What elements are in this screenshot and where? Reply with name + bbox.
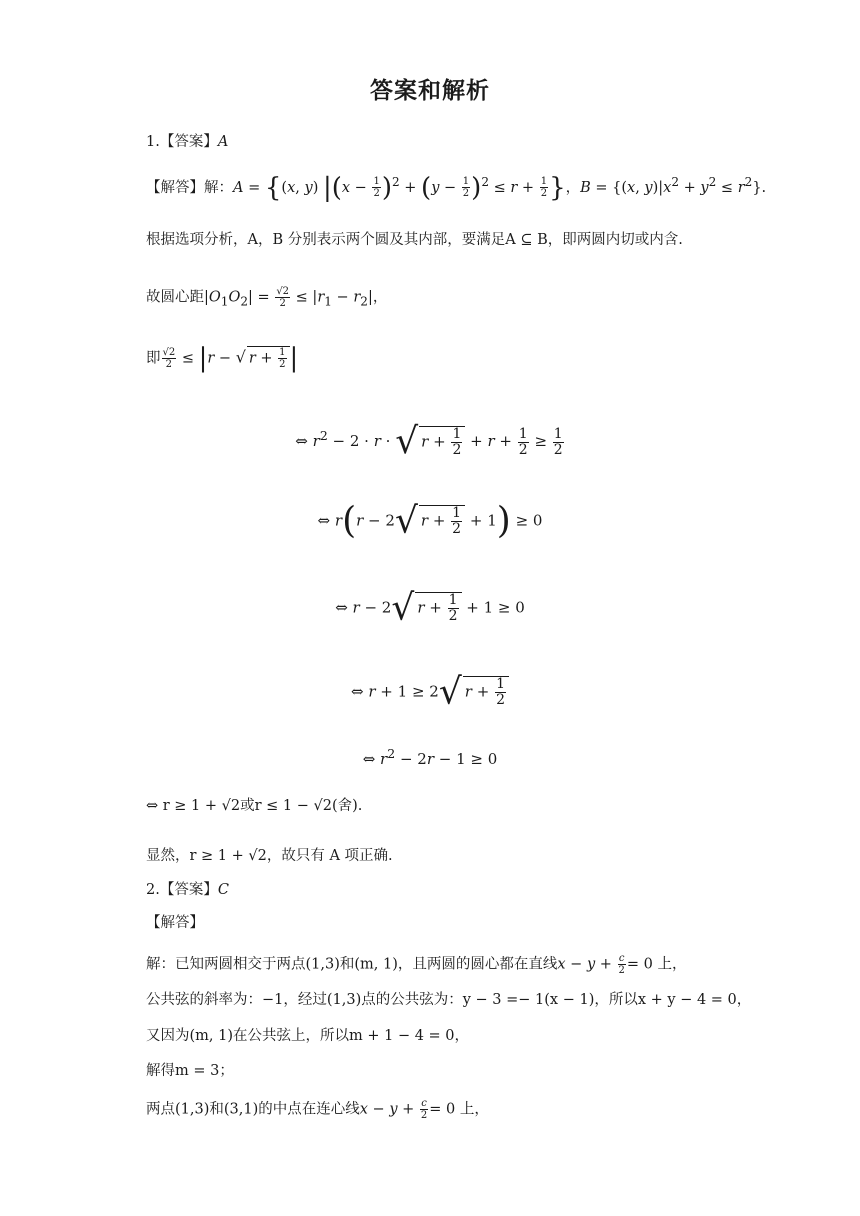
q1-conclusion-2: 显然，r ≥ 1 + √2，故只有 A 项正确. <box>146 848 393 864</box>
q1-answer-line <box>146 132 228 152</box>
q1-conclusion-1: ⇔ r ≥ 1 + √2或r ≤ 1 − √2(舍). <box>146 798 363 814</box>
q1-step-3: ⇔ r − 2√ r + $\frac{1}{2}$ + 1 ≥ 0 <box>335 587 525 629</box>
q1-distance-prefix: 故圆心距 <box>146 289 204 306</box>
q2-line5-suffix: = 0 上， <box>429 1101 489 1118</box>
q1-step-5: ⇔ $r^2 - 2r - 1 \ge 0$ <box>362 746 498 768</box>
q1-step-4: ⇔ r + 1 ≥ 2√ r + $\frac{1}{2}$ <box>0 676 860 708</box>
q1-jieda-head: 【解答】解： <box>146 179 233 196</box>
q2-line-1: 解：已知两圆相交于两点(1,3)和(m, 1)，且两圆的圆心都在直线x − y + $\frac{c}{2}$ = 0 上， <box>146 953 687 976</box>
q1-step-2: ⇔ r(r − 2√ r + $\frac{1}{2}$ + 1) ≥ 0 <box>317 500 543 542</box>
q2-line-5: 两点(1,3)和(3,1)的中点在连心线x − y + $\frac{c}{2}$ = 0 上， <box>146 1098 489 1121</box>
page-title: 答案和解析 <box>370 78 490 104</box>
q1-inequality-line: 即 $\frac{√2}{2}$ ≤ |r − √ r + $\frac{1}{2}$ | <box>146 343 299 374</box>
q2-answer-head: 2.【答案】 <box>146 882 218 898</box>
q2-jieda-head: 【解答】 <box>146 915 204 931</box>
q2-line-3: 又因为(m, 1)在公共弦上，所以m + 1 − 4 = 0， <box>146 1028 470 1044</box>
q1-set-definition: 【解答】解：A = {(x, y) |(x − $\frac{1}{2}$ )$^2$ + (y − $\frac{1}{2}$ )$^2$ ≤ r + $\frac{1}{2}$ }，B = {(x, $y)|x^2 + y^2 \le r^2$}. <box>146 172 767 203</box>
q2-answer-value: C <box>217 882 229 898</box>
q1-analysis: 根据选项分析，A，B 分别表示两个圆及其内部，要满足A ⊆ B，即两圆内切或内含. <box>146 232 683 248</box>
q2-line1-prefix: 解：已知两圆相交于两点(1,3)和(m, 1)，且两圆的圆心都在直线 <box>146 956 558 973</box>
q2-line5-prefix: 两点(1,3)和(3,1)的中点在连心线 <box>146 1101 360 1118</box>
q2-line1-suffix: = 0 上， <box>626 956 687 973</box>
q1-distance-line: 故圆心距$|O_1O_2|$ = $\frac{√2}{2}$ ≤ $|r_1 - r_2|$， <box>146 286 388 309</box>
q1-step-1: ⇔ $r^2 - 2 \cdot r$ · √ r + $\frac{1}{2}$ + r + $\frac{1}{2}$ ≥ $\frac{1}{2}$ <box>295 421 563 462</box>
q2-line-2: 公共弦的斜率为：−1，经过(1,3)点的公共弦为：y − 3 =− 1(x − 1)，所以x + y − 4 = 0， <box>146 992 752 1008</box>
q2-answer-line <box>146 880 229 900</box>
q1-answer-head: 1.【答案】 <box>146 134 218 150</box>
q1-answer-value: A <box>217 134 229 150</box>
q2-line-4: 解得m = 3； <box>146 1063 234 1079</box>
q1-ji-prefix: 即 <box>146 350 161 367</box>
